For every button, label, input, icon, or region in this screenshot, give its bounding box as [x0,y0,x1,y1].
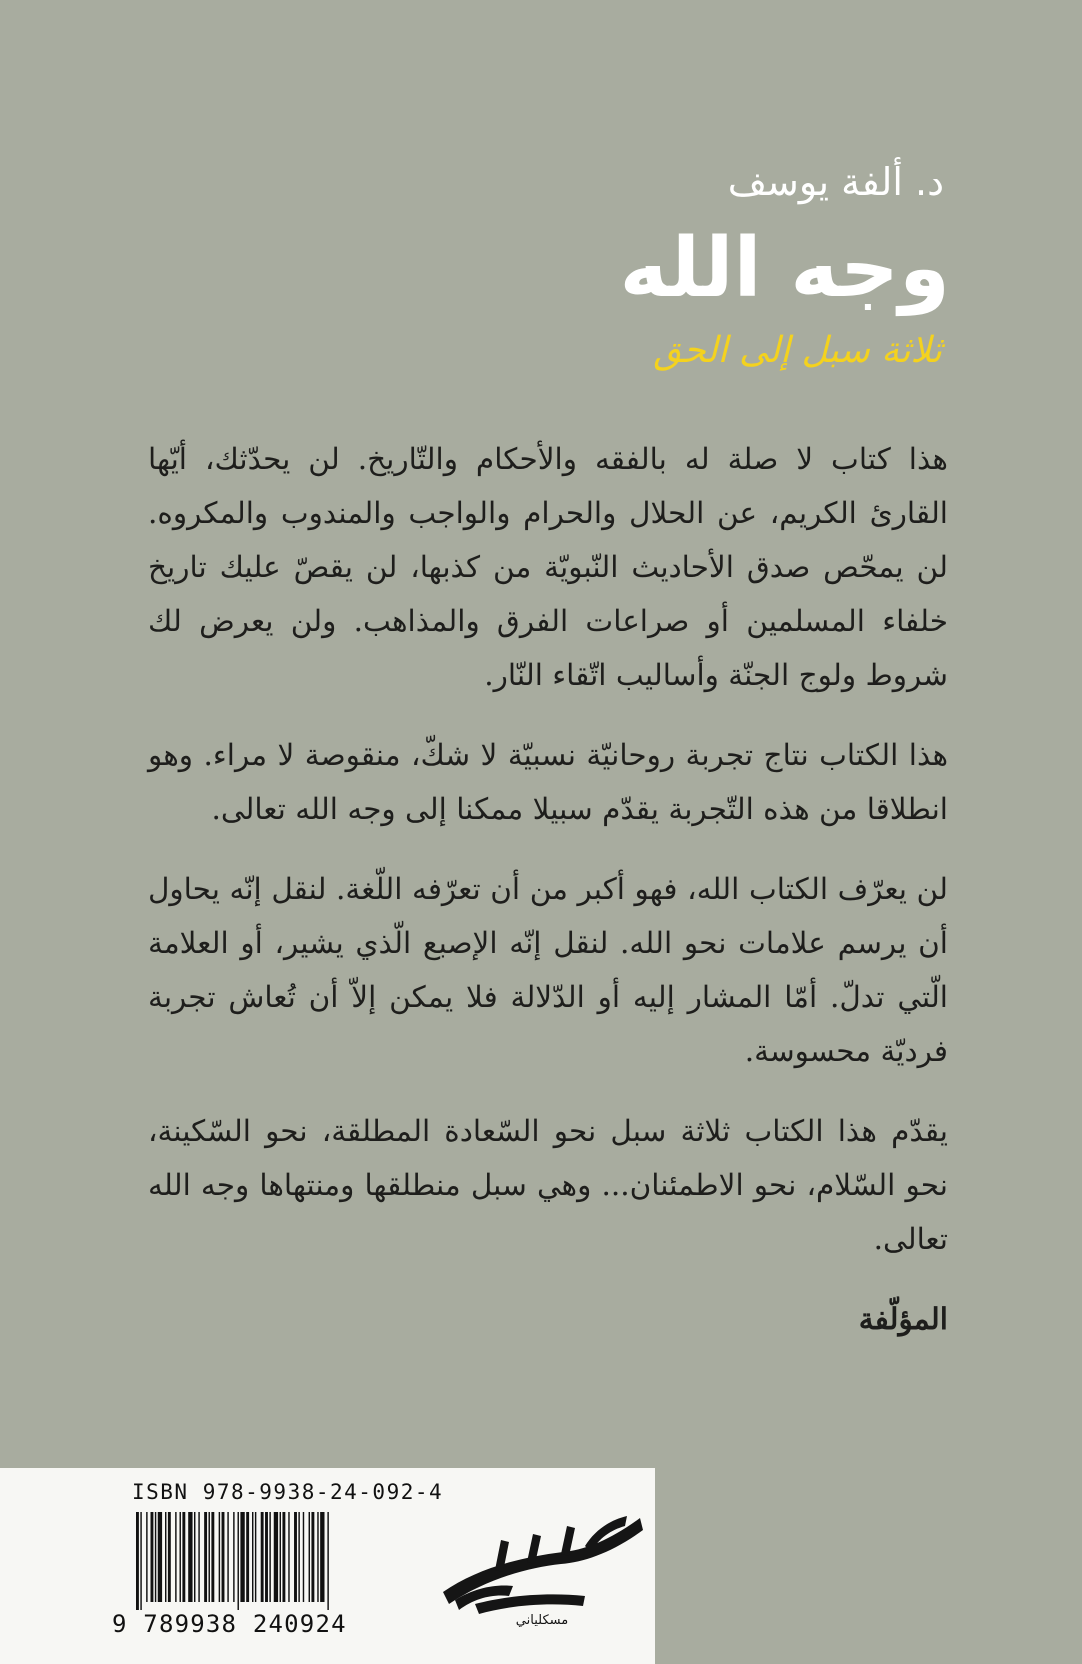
publisher-logo-text: مسكلياني [515,1613,569,1628]
barcode-bar [240,1512,244,1602]
barcode-bar [298,1512,299,1602]
barcode-bar [311,1512,314,1602]
barcode-bar [261,1512,264,1602]
barcode-bar [320,1512,324,1602]
barcode-bar [233,1512,234,1602]
barcode-digits: 9 789938 240924 [112,1610,347,1638]
barcode-bar [288,1512,289,1602]
barcode-bar [136,1512,139,1610]
isbn-label: ISBN 978-9938-24-092-4 [132,1480,444,1504]
barcode-bar [180,1512,181,1602]
barcode-bar [255,1512,256,1602]
barcode-bar [327,1512,328,1610]
barcode-bar [182,1512,185,1602]
barcode-bar [280,1512,281,1602]
barcode-bar [188,1512,192,1602]
author-name: د. ألفة يوسف [727,160,944,204]
barcode-bar [282,1512,285,1602]
barcode-bar [140,1512,141,1610]
barcode-bar [151,1512,154,1602]
book-subtitle: ثلاثة سبل إلى الحق [653,330,942,371]
book-title: وجه الله [619,221,950,316]
barcode-bar [238,1512,239,1610]
barcode-bar [194,1512,195,1602]
blurb-paragraph-1: هذا كتاب لا صلة له بالفقه والأحكام والتّاريخ. لن يحدّثك، أيّها القارئ الكريم، عن الحلال والحرام والواجب والمندوب والمكروه. لن يمحّص صدق الأحاديث النّبويّة من كذبها، لن يقصّ عليك تاريخ خلفاء المسلمين أو صراعات الفرق والمذاهب. ولن يعرض لك شروط ولوج الجنّة وأساليب اتّقاء النّار. [148,442,948,692]
blurb-paragraph-3: لن يعرّف الكتاب الله، فهو أكبر من أن تعرّفه اللّغة. لنقل إنّه يحاول أن يرسم علامات نحو الله. لنقل إنّه الإصبع الّذي يشير، أو العلامة الّتي تدلّ. أمّا المشار إليه أو الدّلالة فلا يمكن إلاّ أن تُعاش تجربة فرديّة محسوسة. [148,872,948,1068]
barcode-bar [274,1512,278,1602]
signature: المؤلّفة [858,1301,948,1336]
barcode-bar [303,1512,304,1602]
barcode-bar [165,1512,166,1602]
barcode-bar [168,1512,171,1602]
barcode-bar [246,1512,249,1602]
barcode-bar [227,1512,228,1602]
barcode-bar [209,1512,210,1602]
publisher-logo-icon [435,1500,650,1630]
barcode-bar [265,1512,268,1602]
barcode-bar [309,1512,310,1602]
barcode-bar [222,1512,225,1602]
barcode-bar [317,1512,318,1602]
barcode-bar [175,1512,176,1602]
barcode-bar [158,1512,162,1602]
barcode-bar [198,1512,199,1602]
blurb [148,432,948,1372]
blurb-paragraph-2: هذا الكتاب نتاج تجربة روحانيّة نسبيّة لا شكّ، منقوصة لا مراء. وهو انطلاقا من هذه التّجربة يقدّم سبيلا ممكنا إلى وجه الله تعالى. [148,738,948,826]
barcode-bar [294,1512,297,1602]
blurb-paragraph-4: يقدّم هذا الكتاب ثلاثة سبل نحو السّعادة المطلقة، نحو السّكينة، نحو السّلام، نحو الاطمئنان... وهي سبل منطلقها ومنتهاها وجه الله تعالى. [148,1114,948,1256]
barcode-bar [219,1512,220,1602]
barcode-icon [132,1512,422,1610]
barcode-bar [269,1512,270,1602]
barcode-bar [155,1512,156,1602]
barcode-bar [252,1512,253,1602]
barcode-bar [146,1512,147,1602]
barcode-bar [211,1512,214,1602]
barcode-bar [204,1512,207,1602]
